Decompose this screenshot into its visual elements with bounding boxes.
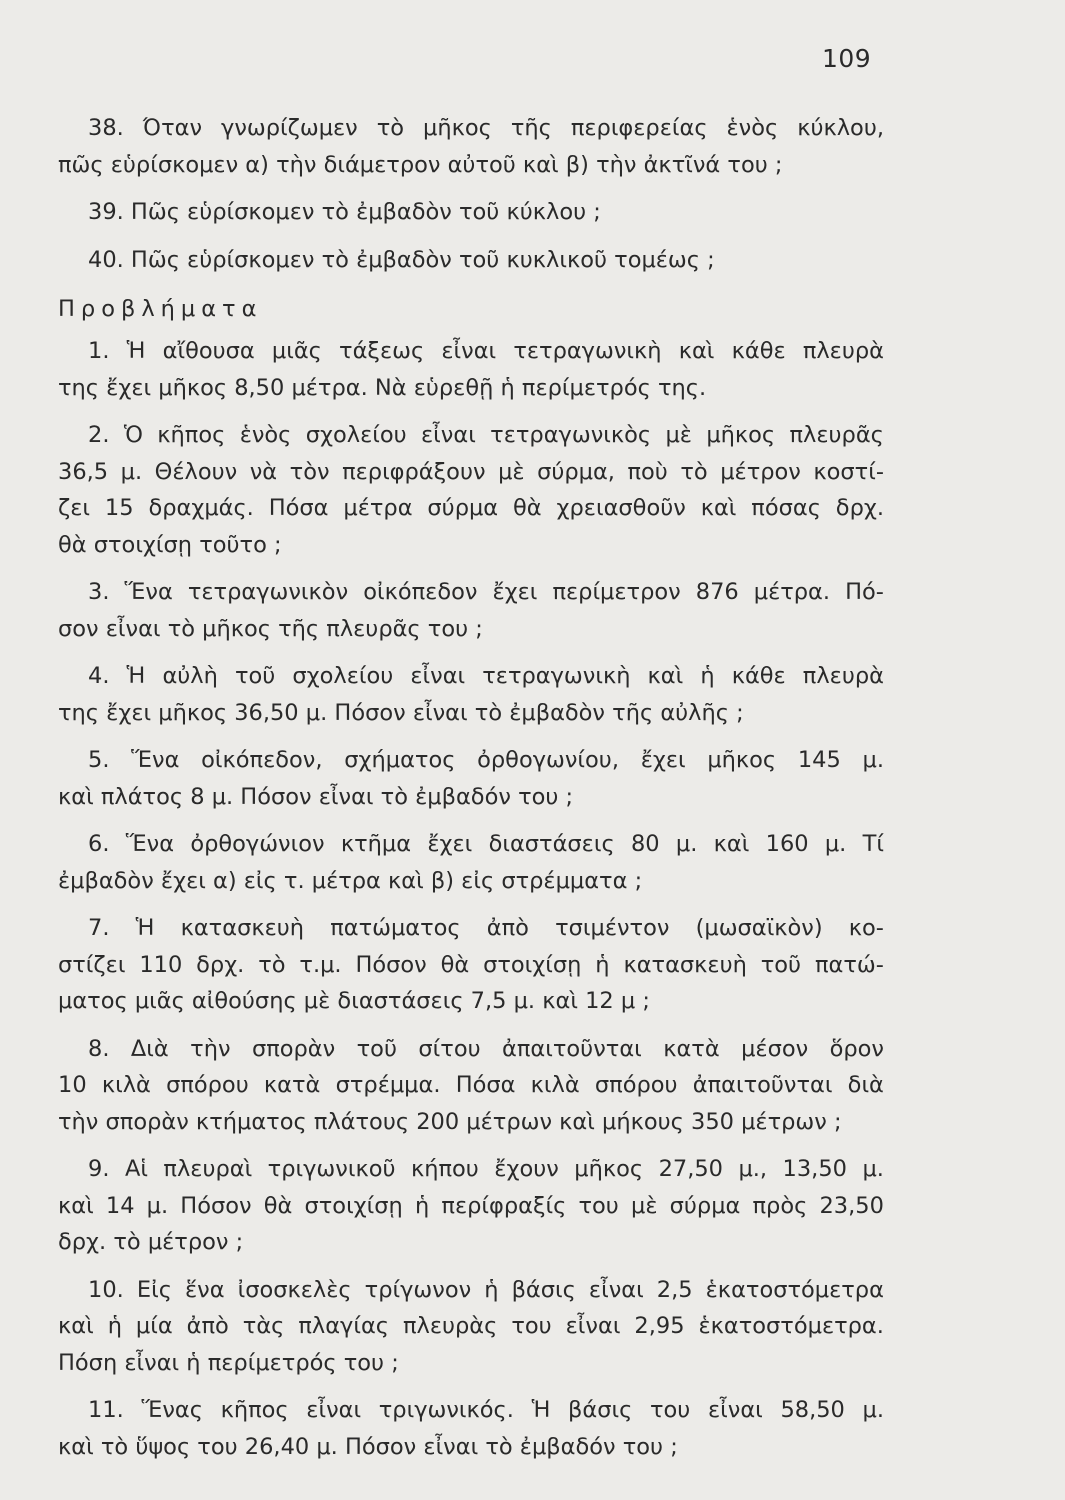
question-item — [58, 110, 884, 183]
problem-item — [58, 910, 884, 1020]
problem-item-line: 10 κιλὰ σπόρου κατὰ στρέμμα. Πόσα κιλὰ σπόρου ἀπαιτοῦνται διὰ — [58, 1072, 884, 1098]
question-item-line: πῶς εὑρίσκομεν α) τὴν διάμετρον αὐτοῦ καὶ β) τὴν ἀκτῖνά του ; — [58, 151, 783, 178]
section-heading: Προβλήματα — [58, 296, 263, 322]
problem-item-line: 8. Διὰ τὴν σπορὰν τοῦ σίτου ἀπαιτοῦνται κατὰ μέσον ὅρον — [88, 1035, 884, 1062]
problem-item-line: 11. Ἕνας κῆπος εἶναι τριγωνικός. Ἡ βάσις του εἶναι 58,50 μ. — [88, 1397, 884, 1423]
problem-item-line: στίζει 110 δρχ. τὸ τ.μ. Πόσον θὰ στοιχίσῃ ἡ κατασκευὴ τοῦ πατώ- — [58, 951, 884, 978]
problem-item — [58, 1392, 884, 1465]
problem-item-line: ζει 15 δραχμάς. Πόσα μέτρα σύρμα θὰ χρειασθοῦν καὶ πόσας δρχ. — [58, 495, 884, 521]
problem-item-line: 2. Ὁ κῆπος ἑνὸς σχολείου εἶναι τετραγωνικὸς μὲ μῆκος πλευρᾶς — [88, 422, 884, 448]
problem-item-line: καὶ τὸ ὕψος του 26,40 μ. Πόσον εἶναι τὸ ἐμβαδόν του ; — [58, 1433, 678, 1460]
question-item-line: 39. Πῶς εὑρίσκομεν τὸ ἐμβαδὸν τοῦ κύκλου ; — [88, 199, 601, 225]
problem-item-line: ματος μιᾶς αἰθούσης μὲ διαστάσεις 7,5 μ. καὶ 12 μ ; — [58, 988, 650, 1014]
problem-item — [58, 658, 884, 731]
problem-item — [58, 333, 884, 406]
problem-item-line: 3. Ἕνα τετραγωνικὸν οἰκόπεδον ἔχει περίμετρον 876 μέτρα. Πό- — [88, 579, 884, 605]
question-item-line: 40. Πῶς εὑρίσκομεν τὸ ἐμβαδὸν τοῦ κυκλικοῦ τομέως ; — [88, 246, 715, 273]
problem-item-line: σον εἶναι τὸ μῆκος τῆς πλευρᾶς του ; — [58, 615, 483, 642]
problem-item-line: 9. Αἱ πλευραὶ τριγωνικοῦ κήπου ἔχουν μῆκος 27,50 μ., 13,50 μ. — [88, 1156, 884, 1182]
problem-item-line: 1. Ἡ αἴθουσα μιᾶς τάξεως εἶναι τετραγωνικὴ καὶ κάθε πλευρὰ — [88, 338, 884, 364]
problem-item — [58, 417, 884, 563]
problem-item-line: της ἔχει μῆκος 8,50 μέτρα. Νὰ εὑρεθῇ ἡ περίμετρός της. — [58, 374, 707, 401]
problem-item — [58, 742, 884, 815]
question-item-line: 38. Όταν γνωρίζωμεν τὸ μῆκος τῆς περιφερείας ἑνὸς κύκλου, — [88, 115, 884, 141]
problem-item — [58, 1272, 884, 1382]
problem-item — [58, 1031, 884, 1141]
problem-item — [58, 574, 884, 647]
problem-item-line: τὴν σπορὰν κτήματος πλάτους 200 μέτρων καὶ μήκους 350 μέτρων ; — [58, 1108, 842, 1135]
problem-item-line: 36,5 μ. Θέλουν νὰ τὸν περιφράξουν μὲ σύρμα, ποὺ τὸ μέτρον κοστί- — [58, 458, 884, 485]
problem-item-line: καὶ πλάτος 8 μ. Πόσον εἶναι τὸ ἐμβαδόν του ; — [58, 783, 574, 810]
problem-item — [58, 1151, 884, 1261]
problem-item-line: 4. Ἡ αὐλὴ τοῦ σχολείου εἶναι τετραγωνικὴ καὶ ἡ κάθε πλευρὰ — [88, 663, 884, 689]
problem-item-line: 7. Ἡ κατασκευὴ πατώματος ἀπὸ τσιμέντον (μωσαϊκὸν) κο- — [88, 915, 884, 941]
problem-item-line: 5. Ἕνα οἰκόπεδον, σχήματος ὀρθογωνίου, ἔχει μῆκος 145 μ. — [88, 747, 884, 773]
page-number: 109 — [822, 44, 872, 73]
problem-item-line: 10. Εἰς ἕνα ἰσοσκελὲς τρίγωνον ἡ βάσις εἶναι 2,5 ἑκατοστόμετρα — [88, 1276, 884, 1303]
question-item — [58, 242, 884, 279]
problem-item-line: καὶ 14 μ. Πόσον θὰ στοιχίσῃ ἡ περίφραξίς του μὲ σύρμα πρὸς 23,50 — [58, 1192, 884, 1219]
problem-item-line: δρχ. τὸ μέτρον ; — [58, 1229, 244, 1255]
problem-item — [58, 826, 884, 899]
question-item — [58, 194, 884, 231]
page-body — [58, 110, 884, 1465]
problem-item-line: 6. Ἕνα ὀρθογώνιον κτῆμα ἔχει διαστάσεις 80 μ. καὶ 160 μ. Τί — [88, 831, 884, 857]
problem-item-line: καὶ ἡ μία ἀπὸ τὰς πλαγίας πλευρὰς του εἶναι 2,95 ἑκατοστόμετρα. — [58, 1313, 884, 1339]
problem-item-line: της ἔχει μῆκος 36,50 μ. Πόσον εἶναι τὸ ἐμβαδὸν τῆς αὐλῆς ; — [58, 699, 744, 726]
problem-item-line: ἐμβαδὸν ἔχει α) εἰς τ. μέτρα καὶ β) εἰς στρέμματα ; — [58, 867, 643, 894]
problem-item-line: θὰ στοιχίσῃ τοῦτο ; — [58, 531, 282, 558]
problem-item-line: Πόση εἶναι ἡ περίμετρός του ; — [58, 1349, 399, 1376]
